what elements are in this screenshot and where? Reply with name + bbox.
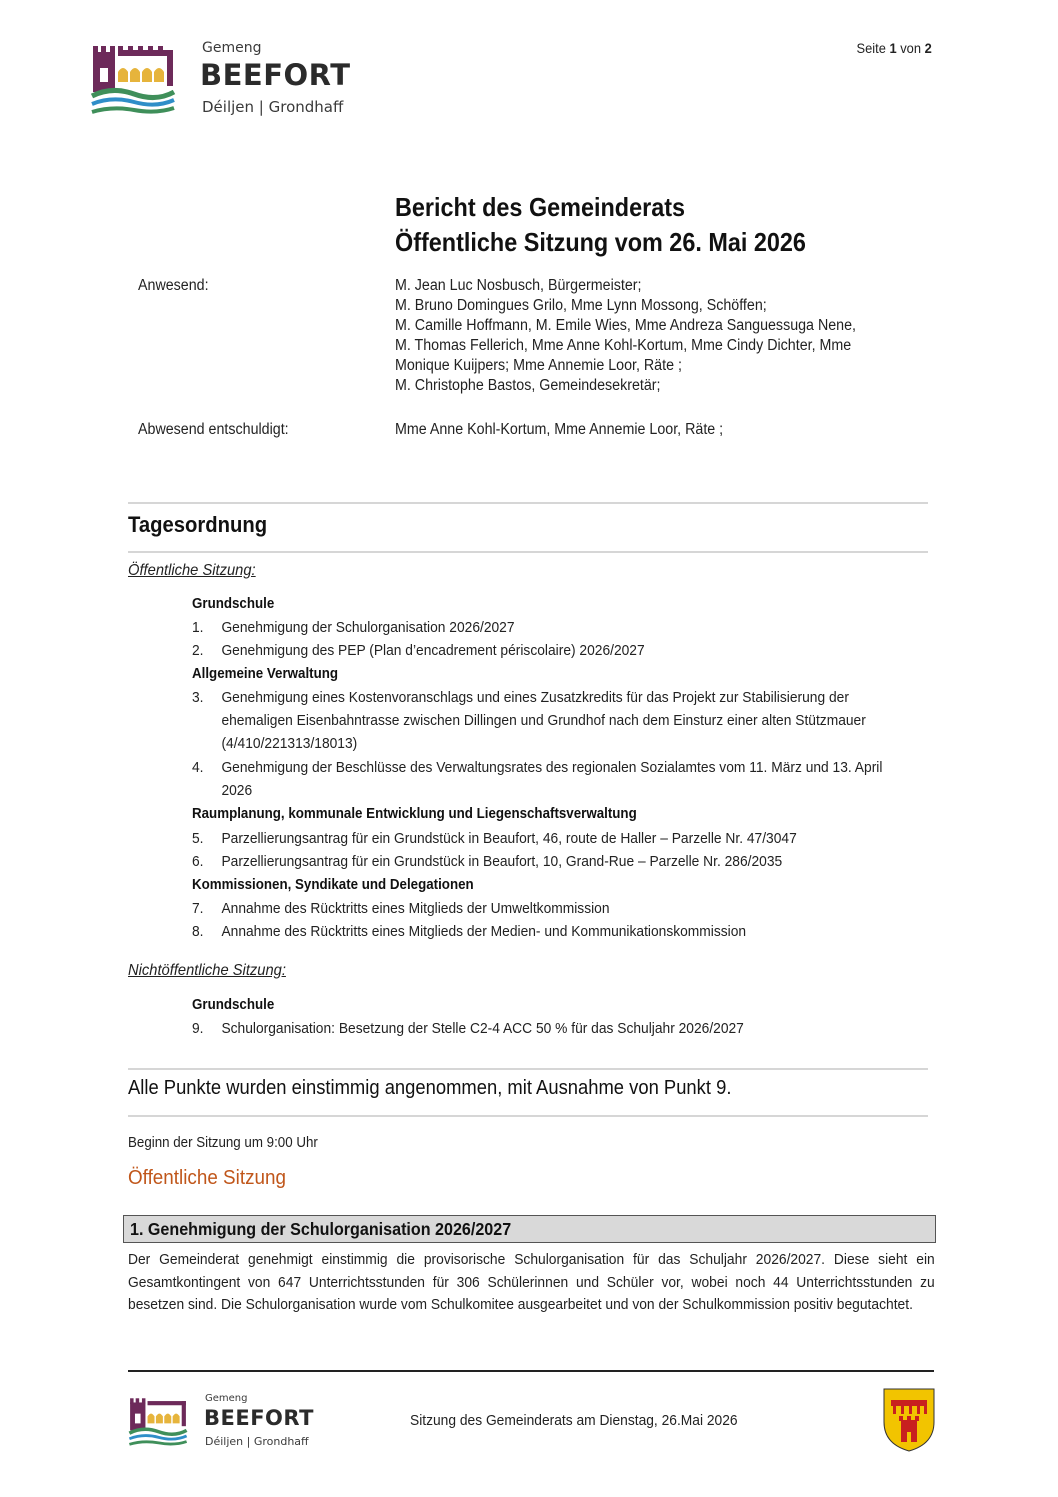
- beefort-logo-emblem-icon: [90, 42, 176, 118]
- agenda-item: [192, 756, 910, 802]
- agenda-item-line: Genehmigung der Beschlüsse des Verwaltungsrates des regionalen Sozialamtes vom 11. März und 13. April: [221, 759, 883, 776]
- agenda-item-number: 2.: [192, 642, 204, 659]
- agenda-item-number: 1.: [192, 619, 204, 636]
- absent-text: Mme Anne Kohl-Kortum, Mme Annemie Loor, Räte ;: [395, 421, 724, 438]
- present-line: M. Bruno Domingues Grilo, Mme Lynn Mossong, Schöffen;: [395, 297, 767, 314]
- logo-text-gemeng: Gemeng: [205, 1393, 248, 1404]
- logo-text-subtitle: Déiljen | Grondhaff: [202, 98, 344, 116]
- agenda-item: [192, 639, 910, 662]
- agenda-item-line: (4/410/221313/18013): [221, 735, 358, 752]
- agenda-item-text: [221, 756, 939, 802]
- footer-logo: [128, 1393, 328, 1453]
- agenda-group-heading: Grundschule: [192, 997, 275, 1013]
- agenda-item-text: Parzellierungsantrag für ein Grundstück in Beaufort, 46, route de Haller – Parzelle Nr. 47/3047: [221, 830, 797, 847]
- agenda-group-heading: Allgemeine Verwaltung: [192, 666, 339, 682]
- agenda-item-number: 3.: [192, 689, 204, 706]
- page-of-label: von: [900, 40, 922, 56]
- agenda-item-text: Annahme des Rücktritts eines Mitglieds der Umweltkommission: [221, 900, 610, 917]
- absent-label: Abwesend entschuldigt:: [138, 421, 289, 438]
- page-indicator: [857, 40, 932, 56]
- footer-text: Sitzung des Gemeinderats am Dienstag, 26.Mai 2026: [410, 1412, 738, 1429]
- agenda-item-line: ehemaligen Eisenbahntrasse zwischen Dillingen und Grundhof nach dem Einsturz einer alten Stützmauer: [221, 712, 866, 729]
- agenda-item: [192, 920, 910, 943]
- page-label: Seite: [856, 40, 887, 56]
- agenda-item-number: 4.: [192, 759, 204, 776]
- present-line: M. Thomas Fellerich, Mme Anne Kohl-Kortum, Mme Cindy Dichter, Mme: [395, 337, 852, 354]
- agenda-item-text: Genehmigung des PEP (Plan d’encadrement périscolaire) 2026/2027: [221, 642, 645, 659]
- beefort-logo-emblem-icon: [128, 1395, 188, 1449]
- agenda-item-text: Annahme des Rücktritts eines Mitglieds der Medien- und Kommunikationskommission: [221, 923, 747, 940]
- document-subtitle: Öffentliche Sitzung vom 26. Mai 2026: [395, 227, 806, 257]
- agenda-item-number: 9.: [192, 1020, 204, 1037]
- agenda-item-text: Schulorganisation: Besetzung der Stelle C2-4 ACC 50 % für das Schuljahr 2026/2027: [221, 1020, 744, 1037]
- footer-divider: [128, 1370, 934, 1372]
- session-start: Beginn der Sitzung um 9:00 Uhr: [128, 1135, 318, 1151]
- agenda-group-heading: Raumplanung, kommunale Entwicklung und Liegenschaftsverwaltung: [192, 806, 637, 822]
- agenda-group-heading: Grundschule: [192, 596, 275, 612]
- divider: [128, 502, 928, 504]
- present-line: M. Jean Luc Nosbusch, Bürgermeister;: [395, 277, 642, 294]
- logo-text-beefort: BEEFORT: [204, 1406, 314, 1430]
- agenda-item-text: Parzellierungsantrag für ein Grundstück in Beaufort, 10, Grand-Rue – Parzelle Nr. 286/2035: [221, 853, 783, 870]
- public-session-label: Öffentliche Sitzung:: [128, 562, 256, 579]
- voting-summary: Alle Punkte wurden einstimmig angenommen, mit Ausnahme von Punkt 9.: [128, 1077, 732, 1099]
- private-session-label: Nichtöffentliche Sitzung:: [128, 962, 286, 979]
- private-agenda-list: [192, 995, 882, 1045]
- agenda-heading: Tagesordnung: [128, 512, 268, 537]
- logo-text-beefort: BEEFORT: [200, 58, 351, 92]
- agenda-item-number: 8.: [192, 923, 204, 940]
- section-heading-box: [123, 1215, 936, 1243]
- agenda-item: [192, 897, 910, 920]
- present-line: M. Camille Hoffmann, M. Emile Wies, Mme Andreza Sanguessuga Nene,: [395, 317, 857, 334]
- header-logo: [90, 40, 360, 120]
- coat-of-arms-icon: [883, 1388, 935, 1452]
- divider: [128, 1068, 928, 1070]
- page-total: 2: [924, 40, 932, 56]
- agenda-item: [192, 827, 910, 850]
- agenda-item-text: Genehmigung der Schulorganisation 2026/2027: [221, 619, 515, 636]
- present-list: [395, 276, 910, 396]
- agenda-item: [192, 616, 910, 639]
- divider: [128, 551, 928, 553]
- present-line: Monique Kuijpers; Mme Annemie Loor, Räte ;: [395, 357, 682, 374]
- agenda-item-number: 7.: [192, 900, 204, 917]
- agenda-item-line: 2026: [221, 782, 253, 799]
- logo-text-subtitle: Déiljen | Grondhaff: [205, 1435, 309, 1448]
- agenda-list: [192, 594, 882, 954]
- page-current: 1: [889, 40, 897, 56]
- logo-text-gemeng: Gemeng: [202, 40, 262, 56]
- present-label: Anwesend:: [138, 277, 209, 294]
- agenda-item-number: 5.: [192, 830, 204, 847]
- agenda-item: [192, 686, 910, 756]
- document-title: Bericht des Gemeinderats: [395, 192, 686, 222]
- agenda-item: [192, 1017, 910, 1040]
- present-line: M. Christophe Bastos, Gemeindesekretär;: [395, 377, 661, 394]
- agenda-item: [192, 850, 910, 873]
- section-paragraph: Der Gemeinderat genehmigt einstimmig die provisorische Schulorganisation für das Schuljahr 2026/2027. Diese sieht ein Gesamtkontingent von 647 Unterrichtsstunden für 306 Schülerinnen und Schüler vor, wobei noch 44 Unterrichtsstunden zu besetzen sind. Die Schulorganisation wurde vom Schulkomitee ausgearbeitet und von der Schulkommission positiv begutachtet.: [128, 1251, 935, 1313]
- public-session-heading: Öffentliche Sitzung: [128, 1166, 286, 1189]
- section-heading: 1. Genehmigung der Schulorganisation 2026/2027: [130, 1219, 512, 1239]
- agenda-group-heading: Kommissionen, Syndikate und Delegationen: [192, 877, 474, 893]
- agenda-item-line: Genehmigung eines Kostenvoranschlags und eines Zusatzkredits für das Projekt zur Stabilisierung der: [221, 689, 849, 706]
- agenda-item-text: [221, 686, 939, 755]
- agenda-item-number: 6.: [192, 853, 204, 870]
- divider: [128, 1115, 928, 1117]
